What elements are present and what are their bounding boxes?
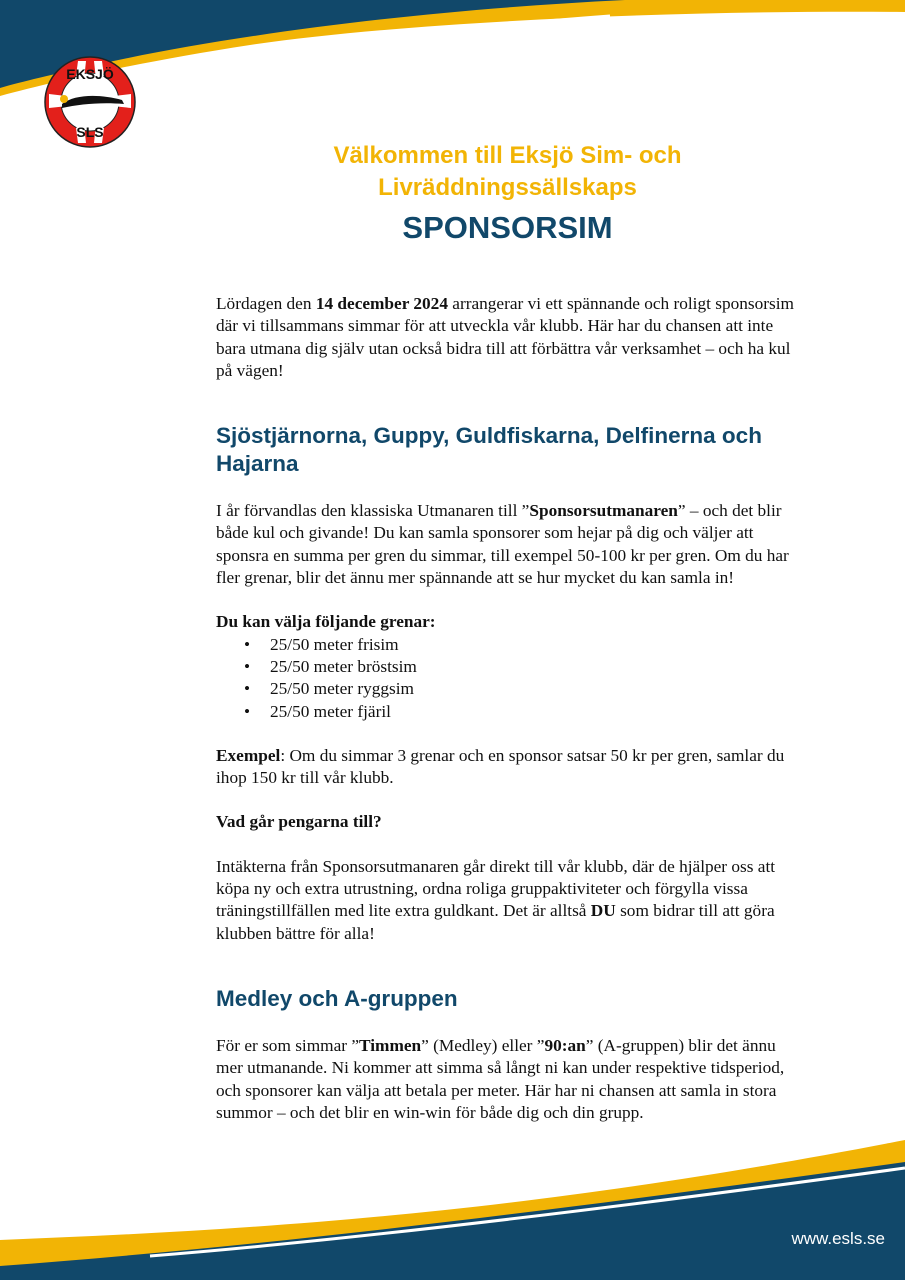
money-paragraph: Intäkterna från Sponsorsutmanaren går direkt till vår klubb, där de hjälper oss att köpa ny och extra utrustning, ordna roliga gruppaktiviteter och förgylla vissa träningstillfällen med lite extra guldkant. Det är alltså DU som bidrar till att göra klubben bättre för alla! bbox=[216, 856, 776, 943]
money-question: Vad går pengarna till? bbox=[216, 812, 382, 832]
challenge-paragraph: I år förvandlas den klassiska Utmanaren till ”Sponsorsutmanaren” – och det blir både kul och givande! Du kan samla sponsorer som hejar på dig och väljer att sponsra en summa per gren du simmar, till exempel 50-100 kr per gren. Om du har fler grenar, blir det ännu mer spännande att se hur mycket du kan samla in! bbox=[216, 501, 789, 588]
events-list-title: Du kan välja följande grenar: bbox=[216, 612, 436, 632]
list-item: • 25/50 meter frisim bbox=[216, 634, 806, 656]
club-logo bbox=[40, 52, 140, 152]
example-paragraph: Exempel: Om du simmar 3 grenar och en sponsor satsar 50 kr per gren, samlar du ihop 150 kr till vår klubb. bbox=[216, 745, 785, 788]
events-list bbox=[216, 634, 806, 723]
section-heading-medley: Medley och A-gruppen bbox=[216, 985, 458, 1011]
list-item: • 25/50 meter bröstsim bbox=[216, 656, 806, 678]
title-line-1: Välkommen till Eksjö Sim- och bbox=[333, 142, 682, 169]
page-title bbox=[215, 140, 800, 248]
medley-paragraph: För er som simmar ”Timmen” (Medley) eller ”90:an” (A-gruppen) blir det ännu mer utmanande. Ni kommer att simma så långt ni kan under respektive tidsperiod, och sponsorer kan välja att betala per meter. Här har ni chansen att samla in stora summor – och det blir en win-win för både dig och din grupp. bbox=[216, 1035, 785, 1122]
section-heading-groups: Sjöstjärnorna, Guppy, Guldfiskarna, Delfinerna och Hajarna bbox=[216, 423, 762, 477]
logo-text-top: EKSJÖ bbox=[66, 66, 114, 82]
logo-text-bottom: SLS bbox=[76, 124, 104, 140]
intro-paragraph: Lördagen den 14 december 2024 arrangerar vi ett spännande och roligt sponsorsim där vi tillsammans simmar för att utveckla vår klubb. Här har du chansen att inte bara utmana dig själv utan också bidra till att förbättra vår verksamhet – och ha kul på vägen! bbox=[216, 294, 794, 380]
title-main: SPONSORSIM bbox=[402, 210, 613, 245]
list-item: • 25/50 meter fjäril bbox=[216, 701, 806, 723]
title-line-2: Livräddningssällskaps bbox=[378, 174, 637, 201]
footer-website: www.esls.se bbox=[791, 1229, 885, 1248]
document-body bbox=[216, 293, 806, 1124]
event-date: 14 december 2024 bbox=[315, 294, 448, 313]
list-item: • 25/50 meter ryggsim bbox=[216, 678, 806, 700]
footer-wave-band bbox=[0, 1130, 905, 1280]
